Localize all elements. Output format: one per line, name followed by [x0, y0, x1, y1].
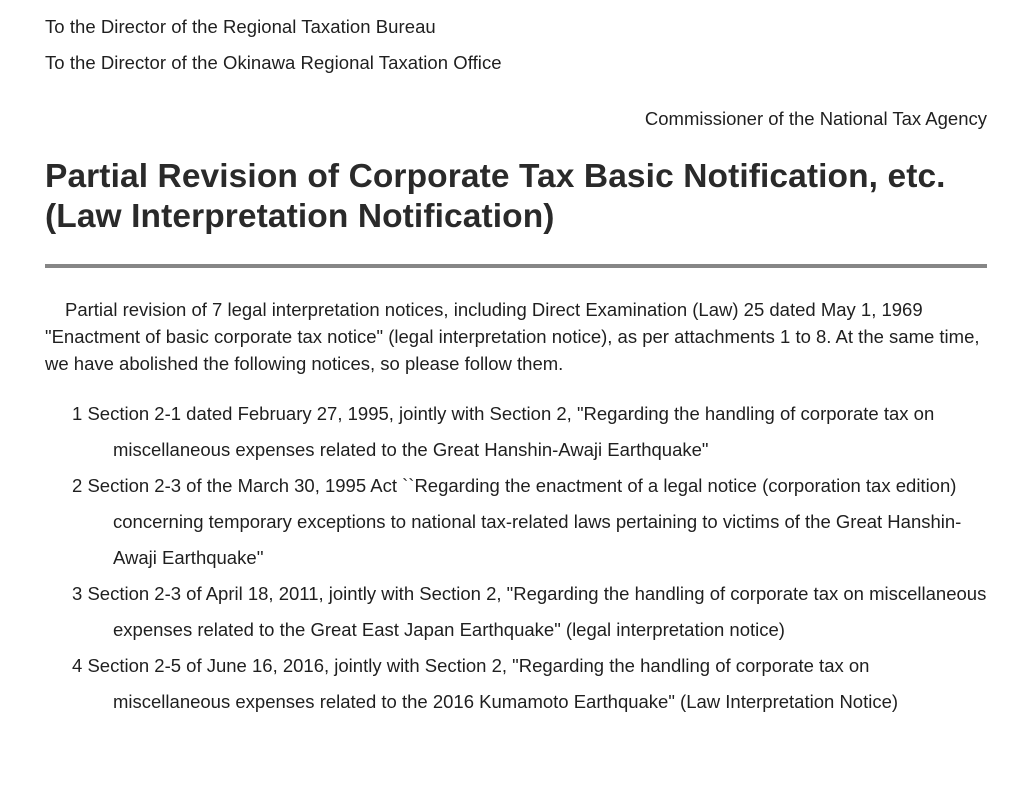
addressee-block: [45, 0, 987, 81]
list-item: [45, 648, 987, 720]
list-item-text: Section 2-3 of April 18, 2011, jointly with Section 2, "Regarding the handling of corporate tax on miscellaneous expenses related to the Great East Japan Earthquake" (legal interpretation notice): [87, 582, 987, 640]
document-title: [45, 157, 987, 237]
list-item-text: Section 2-3 of the March 30, 1995 Act ``Regarding the enactment of a legal notice (corporation tax edition) concerning temporary exceptions to national tax-related laws pertaining to victims of the Great Hanshin-Awaji Earthquake'': [87, 474, 962, 568]
sender-line: Commissioner of the National Tax Agency: [644, 108, 987, 129]
list-item-text: Section 2-5 of June 16, 2016, jointly with Section 2, "Regarding the handling of corporate tax on miscellaneous expenses related to the 2016 Kumamoto Earthquake" (Law Interpretation Notice): [87, 654, 899, 712]
intro-paragraph: Partial revision of 7 legal interpretation notices, including Direct Examination (Law) 25 dated May 1, 1969 "Enactment of basic corporate tax notice" (legal interpretation notice), as per attachments 1 to 8. At the same time, we have abolished the following notices, so please follow them.: [45, 299, 980, 374]
list-item-number: 3: [72, 582, 83, 604]
document-title-line: Partial Revision of Corporate Tax Basic Notification, etc.: [45, 158, 946, 195]
addressee-line: To the Director of the Regional Taxation Bureau: [45, 16, 436, 37]
title-divider: [45, 264, 987, 268]
list-item-text: Section 2-1 dated February 27, 1995, jointly with Section 2, "Regarding the handling of corporate tax on miscellaneous expenses related to the Great Hanshin-Awaji Earthquake": [87, 402, 935, 460]
document-title-line: (Law Interpretation Notification): [45, 198, 555, 235]
list-item-number: 4: [72, 654, 83, 676]
abolished-notices-list: [45, 396, 987, 720]
list-item-number: 2: [72, 474, 83, 496]
addressee-line: To the Director of the Okinawa Regional Taxation Office: [45, 52, 502, 73]
list-item: [45, 396, 987, 468]
list-item: [45, 576, 987, 648]
list-item: [45, 468, 987, 576]
list-item-number: 1: [72, 402, 83, 424]
